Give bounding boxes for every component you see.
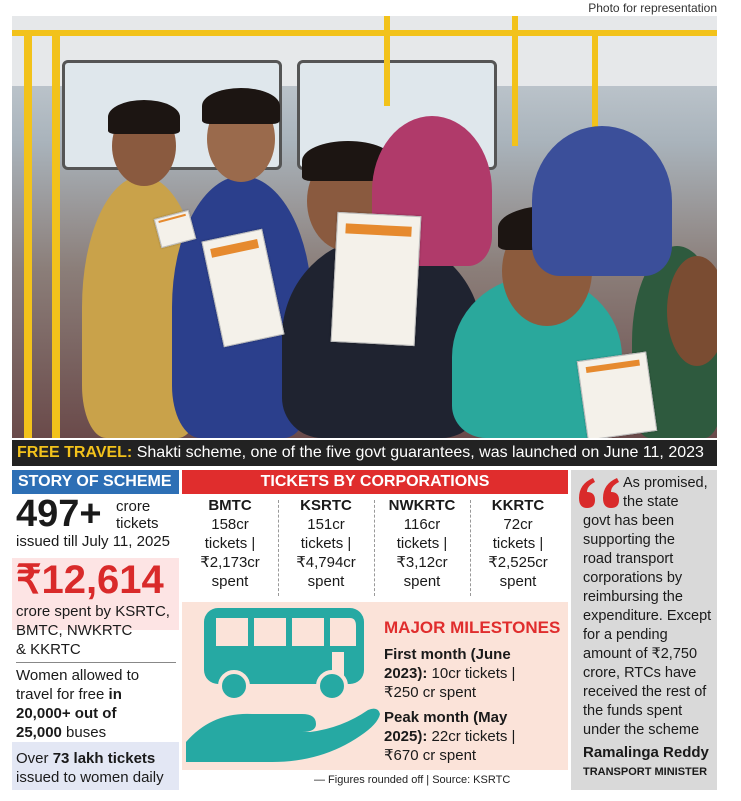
- headline-kicker: FREE TRAVEL:: [17, 444, 133, 461]
- first-month-line-2: [384, 664, 568, 683]
- corporation-name: KKRTC: [491, 497, 545, 514]
- grab-pole: [512, 16, 518, 146]
- corporation-spent: ₹2,525cr: [488, 554, 548, 571]
- quote-line: the funds spent: [583, 703, 683, 719]
- tickets-unit: [116, 498, 159, 532]
- women-line-1: Women allowed to: [16, 667, 140, 684]
- corporation-name: BMTC: [208, 497, 252, 514]
- women-line-4a: 25,000: [16, 724, 62, 741]
- first-month-line-3: ₹250 cr spent: [384, 684, 477, 701]
- corporation-bmtc: [182, 496, 278, 591]
- corporation-spent: ₹3,12cr: [396, 554, 448, 571]
- bus-icon: [204, 608, 364, 700]
- source-footnote: — Figures rounded off | Source: KSRTC: [314, 774, 511, 786]
- peak-month-bold: 2025):: [384, 728, 428, 745]
- women-line-4b: buses: [61, 724, 107, 741]
- peak-month-rest: 22cr tickets |: [427, 728, 516, 745]
- spent-line-2: BMTC, NWKRTC: [16, 622, 133, 639]
- peak-month-line-2: [384, 727, 568, 746]
- quote-line: crore, RTCs have: [583, 665, 697, 681]
- quote-line: As promised,: [623, 475, 708, 491]
- milestones-title: MAJOR MILESTONES: [384, 618, 561, 637]
- first-month-rest: 10cr tickets |: [427, 665, 516, 682]
- tickets-total: 497+: [16, 493, 102, 535]
- aadhaar-card: [331, 212, 422, 346]
- corporation-nwkrtc: [374, 496, 470, 591]
- major-milestones: [384, 618, 568, 765]
- headline-text: Shakti scheme, one of the five govt guarantees, was launched on June 11, 2023: [136, 444, 704, 461]
- passenger-hair: [202, 88, 280, 124]
- headline-band: [12, 440, 717, 466]
- hand-icon: [186, 709, 380, 762]
- women-line-3: 20,000+ out of: [16, 705, 117, 722]
- amount-spent: ₹12,614: [16, 558, 164, 602]
- tickets-unit-tickets: tickets: [116, 515, 159, 532]
- grab-pole: [52, 30, 60, 438]
- daily-line-1b: 73 lakh tickets: [52, 750, 156, 767]
- tickets-by-corporations-panel: [182, 470, 568, 790]
- corporation-spent-label: spent: [211, 573, 249, 590]
- daily-line-1: [16, 749, 155, 768]
- quote-line: govt has been: [583, 513, 675, 529]
- women-line-2a: travel for free: [16, 686, 109, 703]
- corporation-spent-label: spent: [403, 573, 441, 590]
- quote-line: amount of ₹2,750: [583, 646, 698, 662]
- corporation-tickets: 72cr: [503, 516, 533, 533]
- story-of-scheme-panel: [12, 470, 179, 790]
- quote-author-role: TRANSPORT MINISTER: [583, 766, 708, 778]
- tickets-unit-crore: crore: [116, 498, 151, 515]
- corporation-spent: ₹2,173cr: [200, 554, 260, 571]
- aadhaar-card: [577, 352, 657, 438]
- first-month-line-1: First month (June: [384, 646, 511, 663]
- peak-month-line-1: Peak month (May: [384, 709, 508, 726]
- bus-passengers-photo: [12, 16, 717, 438]
- spent-line-3: & KKRTC: [16, 641, 81, 658]
- quote-line: under the scheme: [583, 722, 700, 738]
- women-line-2b: in: [108, 686, 122, 703]
- corporation-name: NWKRTC: [388, 497, 456, 514]
- daily-line-2: issued to women daily: [16, 769, 164, 786]
- first-month-bold: 2023):: [384, 665, 428, 682]
- corporation-tickets: 158cr: [211, 516, 249, 533]
- passenger-hair: [108, 100, 180, 134]
- quote-line: received the rest of: [583, 684, 707, 700]
- quote-line: corporations by: [583, 570, 683, 586]
- minister-quote-panel: [571, 470, 717, 790]
- corporation-ksrtc: [278, 496, 374, 591]
- bus-hand-icon: [182, 602, 382, 770]
- corporation-tickets-label: tickets |: [492, 535, 544, 552]
- passenger: [532, 126, 672, 276]
- corporation-spent-label: spent: [499, 573, 537, 590]
- corporation-tickets-label: tickets |: [396, 535, 448, 552]
- tickets-note: issued till July 11, 2025: [16, 533, 170, 550]
- quote-line: expenditure. Except: [583, 608, 712, 624]
- corporations-header: TICKETS BY CORPORATIONS: [182, 470, 568, 494]
- women-line-2: [16, 685, 122, 704]
- corporation-tickets-label: tickets |: [300, 535, 352, 552]
- spent-line-1: crore spent by KSRTC,: [16, 603, 170, 620]
- quote-line: for a pending: [583, 627, 668, 643]
- daily-line-1a: Over: [16, 750, 53, 767]
- quote-line: supporting the: [583, 532, 675, 548]
- grab-pole: [384, 16, 390, 106]
- women-line-4: [16, 723, 106, 742]
- quote-line: the state: [623, 494, 679, 510]
- corporation-kkrtc: [470, 496, 566, 591]
- quote-line: reimbursing the: [583, 589, 683, 605]
- story-header: STORY OF SCHEME: [12, 470, 179, 494]
- quote-text: [583, 474, 715, 740]
- grab-pole: [24, 30, 32, 438]
- divider: [16, 662, 176, 663]
- corporation-tickets-label: tickets |: [204, 535, 256, 552]
- corporation-spent-label: spent: [307, 573, 345, 590]
- corporation-tickets: 116cr: [403, 516, 441, 533]
- peak-month-line-3: ₹670 cr spent: [384, 747, 477, 764]
- corporation-tickets: 151cr: [307, 516, 345, 533]
- corporation-spent: ₹4,794cr: [296, 554, 356, 571]
- corporation-name: KSRTC: [300, 497, 352, 514]
- photo-credit: Photo for representation: [588, 1, 717, 15]
- quote-line: road transport: [583, 551, 674, 567]
- quote-author-name: Ramalinga Reddy: [583, 744, 709, 761]
- grab-rail: [12, 30, 717, 36]
